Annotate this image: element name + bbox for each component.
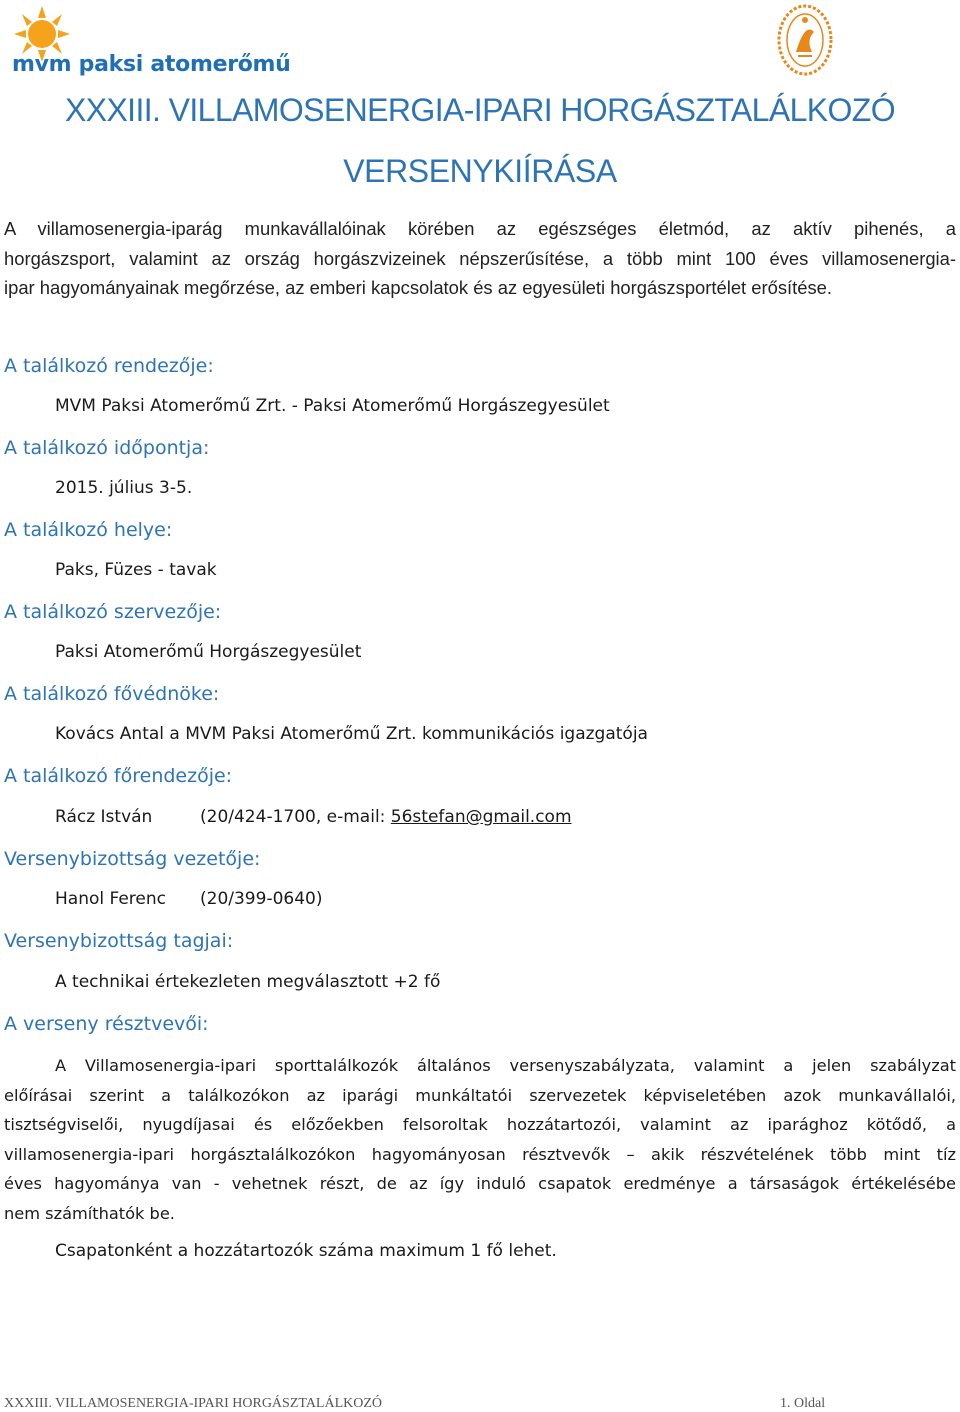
vb-tagjai-value: A technikai értekezleten megválasztott +2 fő — [55, 972, 441, 992]
vb-tagjai-heading: Versenybizottság tagjai: — [4, 930, 234, 952]
mvm-logo — [4, 6, 291, 77]
brand-text: mvm paksi atomerőmű — [12, 52, 291, 77]
paragraph-line: előírásai szerint a találkozókon az iparági munkáltatói szervezetek képviseletében azok munkavállalói, — [4, 1085, 956, 1105]
vb-vezeto-name: Hanol Ferenc — [55, 889, 167, 909]
fovednok-value: Kovács Antal a MVM Paksi Atomerőmű Zrt. kommunikációs igazgatója — [55, 724, 648, 744]
forendezo-phone: (20/424-1700, e-mail: — [200, 807, 391, 827]
paragraph-line: nem számíthatók be. — [4, 1203, 175, 1223]
intro-line: A villamosenergia-iparág munkavállalóinak körében az egészséges életmód, az aktív pihenés, a — [4, 218, 956, 239]
resztvevok-note: Csapatonként a hozzátartozók száma maximum 1 fő lehet. — [55, 1241, 557, 1261]
footer-title: XXXIII. VILLAMOSENERGIA-IPARI HORGÁSZTALÁLKOZÓ — [4, 1396, 383, 1411]
forendezo-contact — [200, 807, 572, 827]
fovednok-heading: A találkozó fővédnöke: — [4, 683, 220, 705]
paragraph-line: A Villamosenergia-ipari sporttalálkozók általános versenyszabályzata, valamint a jelen szabályzat — [55, 1056, 956, 1075]
intro-line: ipar hagyományainak megőrzése, az emberi kapcsolatok és az egyesületi horgászsportélet erősítése. — [4, 277, 833, 298]
szervezo-heading: A találkozó szervezője: — [4, 601, 222, 623]
page-number: 1. Oldal — [780, 1396, 826, 1411]
page-subtitle: VERSENYKIÍRÁSA — [343, 153, 617, 189]
paragraph-line: villamosenergia-ipari horgásztalálkozókon hagyományosan résztvevők – akik részvételének több mint tíz — [4, 1144, 956, 1164]
resztvevok-paragraph — [4, 1051, 956, 1228]
szervezo-value: Paksi Atomerőmű Horgászegyesület — [55, 642, 362, 662]
emblem-icon — [776, 2, 834, 78]
idopont-heading: A találkozó időpontja: — [4, 437, 210, 459]
page-title: XXXIII. VILLAMOSENERGIA-IPARI HORGÁSZTALÁLKOZÓ — [64, 92, 896, 128]
paragraph-line: éves hagyománya van - vehetnek részt, de az így induló csapatok eredménye a társaságok értékelésébe — [4, 1174, 956, 1193]
rendezo-value: MVM Paksi Atomerőmű Zrt. - Paksi Atomerőmű Horgászegyesület — [55, 396, 610, 416]
helye-heading: A találkozó helye: — [4, 519, 173, 541]
forendezo-heading: A találkozó főrendezője: — [4, 765, 233, 787]
resztvevok-heading: A verseny résztvevői: — [4, 1013, 209, 1035]
idopont-value: 2015. július 3-5. — [55, 478, 193, 498]
rendezo-heading: A találkozó rendezője: — [4, 355, 214, 377]
paragraph-line: tisztségviselői, nyugdíjasai és előzőekben felsoroltak hozzátartozói, valamint az iparághoz kötődő, a — [4, 1115, 956, 1134]
vb-vezeto-phone: (20/399-0640) — [200, 889, 323, 909]
forendezo-name: Rácz István — [55, 807, 153, 827]
intro-paragraph — [4, 214, 956, 303]
vb-vezeto-heading: Versenybizottság vezetője: — [4, 848, 261, 870]
helye-value: Paks, Füzes - tavak — [55, 560, 217, 580]
horgaszegyesulet-emblem — [776, 2, 834, 78]
intro-line: horgászsport, valamint az ország horgászvizeinek népszerűsítése, a több mint 100 éves villamosenergia- — [4, 247, 956, 269]
email-link[interactable]: 56stefan@gmail.com — [390, 807, 572, 827]
